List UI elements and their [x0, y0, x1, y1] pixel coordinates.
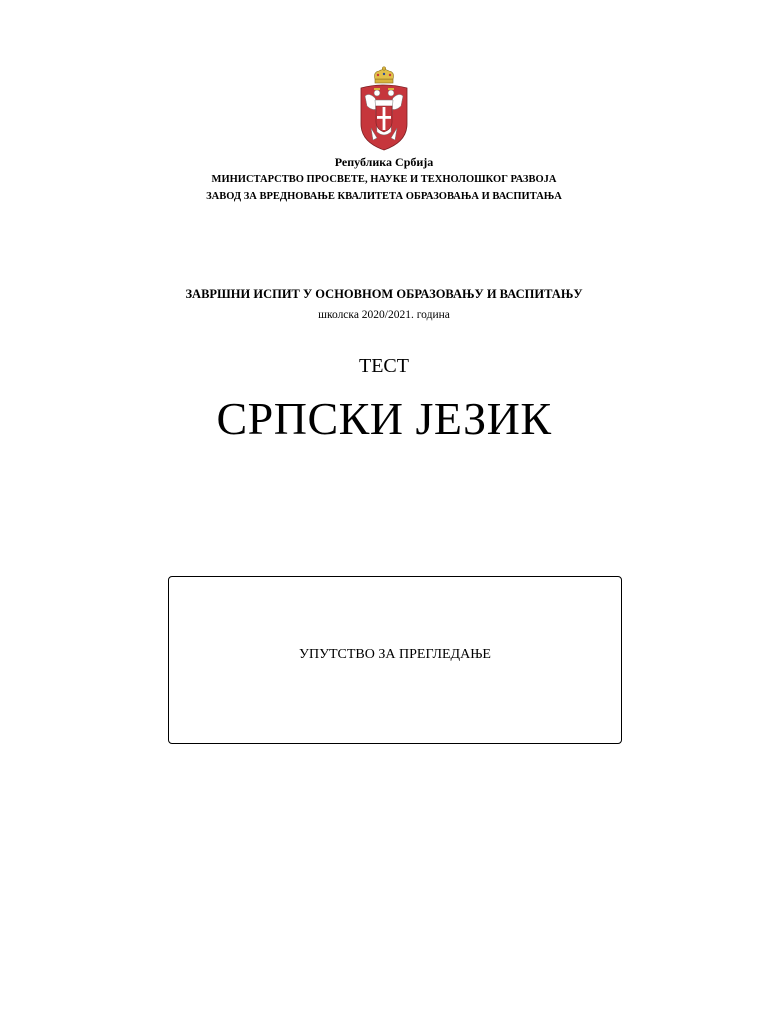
serbia-coat-of-arms-icon: [355, 66, 413, 152]
republic-name: Република Србија: [334, 155, 434, 169]
test-label: ТЕСТ: [359, 355, 409, 377]
instructions-box: [168, 576, 622, 744]
crown-icon: [375, 67, 394, 83]
school-year: школска 2020/2021. година: [318, 309, 450, 321]
ministry-name: МИНИСТАРСТВО ПРОСВЕТЕ, НАУКЕ И ТЕХНОЛОШКОГ РАЗВОЈА: [211, 174, 557, 185]
institute-name: ЗАВОД ЗА ВРЕДНОВАЊЕ КВАЛИТЕТА ОБРАЗОВАЊА И ВАСПИТАЊА: [206, 191, 562, 202]
subject-title: СРПСКИ ЈЕЗИК: [216, 393, 552, 444]
instructions-label: УПУТСТВО ЗА ПРЕГЛЕДАЊЕ: [299, 647, 491, 662]
exam-title: ЗАВРШНИ ИСПИТ У ОСНОВНОМ ОБРАЗОВАЊУ И ВАСПИТАЊУ: [185, 287, 583, 301]
